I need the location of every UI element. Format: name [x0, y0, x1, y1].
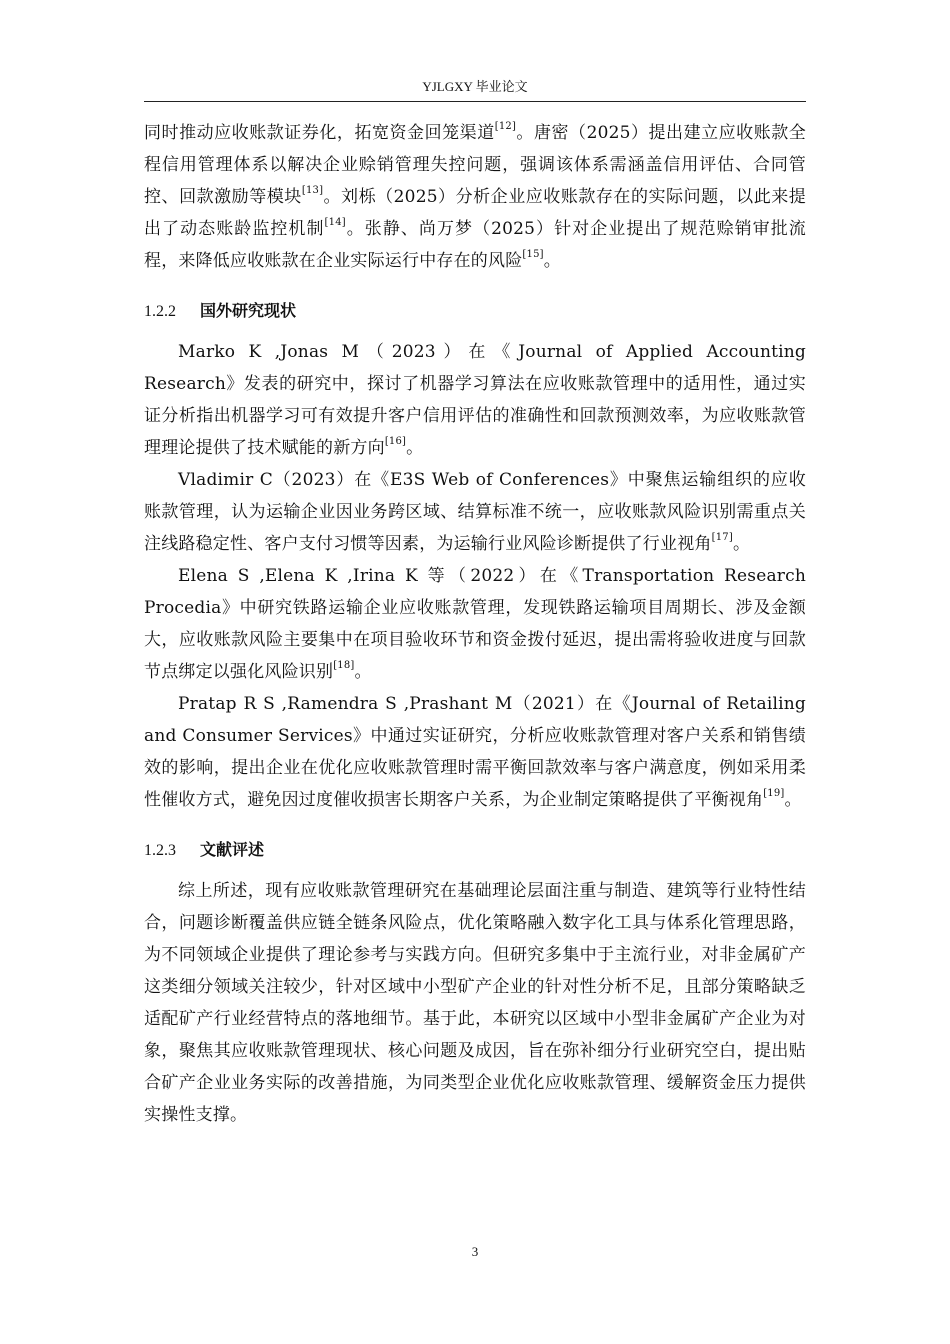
citation-reference: [14]	[324, 217, 346, 229]
paragraph-text: Marko K ,Jonas M（2023）在《Journal of Applied Accounting Research》发表的研究中，探讨了机器学习算法在应收账款管理中的适用性，通过实证分析指出机器学习可有效提升客户信用评估的准确性和回款预测效率，为应收账款管理理论提供了技术赋能的新方向	[144, 342, 806, 458]
section-title: 文献评述	[200, 840, 265, 859]
paragraph-elena	[144, 560, 806, 688]
section-heading-1-2-3	[144, 834, 806, 867]
citation-reference: [15]	[522, 249, 544, 261]
document-body	[144, 117, 806, 1131]
section-number: 1.2.3	[144, 842, 176, 859]
paragraph-marko	[144, 336, 806, 464]
section-heading-1-2-2	[144, 295, 806, 328]
paragraph-text: 。	[784, 790, 802, 810]
citation-reference: [12]	[494, 121, 517, 133]
paragraph-domestic-continued	[144, 117, 806, 277]
page-number: 3	[471, 1244, 479, 1259]
paragraph-text: 。	[406, 438, 424, 458]
citation-reference: [18]	[333, 660, 355, 672]
paragraph-text: Pratap R S ,Ramendra S ,Prashant M（2021）在《Journal of Retailing and Consumer Services》中通过实证研究，分析应收账款管理对客户关系和销售绩效的影响，提出企业在优化应收账款管理时需平衡回款效率与客户满意度，例如采用柔性催收方式，避免因过度催收损害长期客户关系，为企业制定策略提供了平衡视角	[144, 694, 806, 810]
citation-reference: [13]	[301, 185, 324, 197]
paragraph-text: Elena S ,Elena K ,Irina K 等（2022）在《Transportation Research Procedia》中研究铁路运输企业应收账款管理，发现铁路运输项目周期长、涉及金额大，应收账款风险主要集中在项目验收环节和资金拨付延迟，提出需将验收进度与回款节点绑定以强化风险识别	[144, 566, 806, 682]
paragraph-text: 综上所述，现有应收账款管理研究在基础理论层面注重与制造、建筑等行业特性结合，问题诊断覆盖供应链全链条风险点，优化策略融入数字化工具与体系化管理思路，为不同领域企业提供了理论参考与实践方向。但研究多集中于主流行业，对非金属矿产这类细分领域关注较少，针对区域中小型矿产企业的针对性分析不足，且部分策略缺乏适配矿产行业经营特点的落地细节。基于此，本研究以区域中小型非金属矿产企业为对象，聚焦其应收账款管理现状、核心问题及成因，旨在弥补细分行业研究空白，提出贴合矿产企业业务实际的改善措施，为同类型企业优化应收账款管理、缓解资金压力提供实操性支撑。	[144, 881, 806, 1125]
citation-reference: [19]	[763, 788, 785, 800]
running-header: YJLGXY 毕业论文	[422, 79, 528, 94]
paragraph-text: 。张静、尚万梦（2025）针对企业提出了规范赊销审批流程，来降低应收账款在企业实际运行中存在的风险	[144, 219, 806, 271]
paragraph-text: 。	[732, 534, 751, 554]
paragraph-text: 。	[354, 662, 372, 682]
paragraph-vladimir	[144, 464, 806, 560]
header-rule	[144, 101, 806, 102]
paragraph-text: 。刘栎（2025）分析企业应收账款存在的实际问题，以此来提出了动态账龄监控机制	[144, 187, 806, 239]
section-title: 国外研究现状	[200, 301, 297, 320]
section-number: 1.2.2	[144, 303, 176, 320]
paragraph-text: 。唐密（2025）提出建立应收账款全程信用管理体系以解决企业赊销管理失控问题，强调该体系需涵盖信用评估、合同管控、回款激励等模块	[144, 123, 806, 207]
paragraph-pratap	[144, 688, 806, 816]
citation-reference: [17]	[711, 532, 733, 544]
paragraph-literature-review	[144, 875, 806, 1131]
paragraph-text: 。	[543, 251, 561, 271]
paragraph-text: Vladimir C（2023）在《E3S Web of Conferences》中聚焦运输组织的应收账款管理，认为运输企业因业务跨区域、结算标准不统一，应收账款风险识别需重点关注线路稳定性、客户支付习惯等因素，为运输行业风险诊断提供了行业视角	[144, 470, 806, 554]
citation-reference: [16]	[384, 436, 407, 448]
paragraph-text: 同时推动应收账款证券化，拓宽资金回笼渠道	[144, 123, 495, 143]
